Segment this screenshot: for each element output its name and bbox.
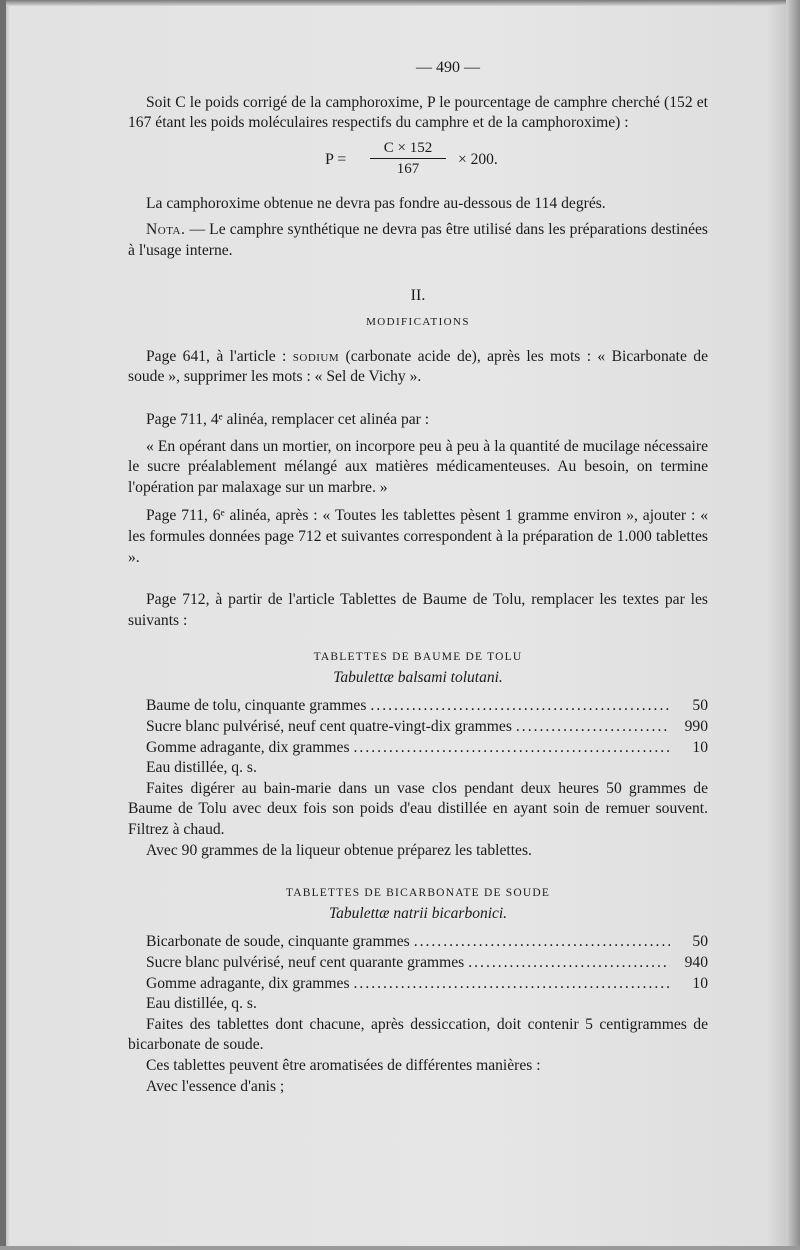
formula-denominator: 167 (396, 160, 420, 177)
ingredient-row (128, 717, 708, 738)
recipe-bicarb-aroma: Ces tablettes peuvent être aromatisées de différentes manières : (146, 1056, 541, 1074)
nota-label: Nota. (146, 221, 186, 239)
ingredient-value: 50 (692, 933, 708, 951)
ingredient-label: Bicarbonate de soude, cinquante grammes (146, 933, 410, 951)
nota-paragraph (128, 220, 708, 261)
ingredient-row (128, 974, 708, 995)
recipe-bicarb-water: Eau distillée, q. s. (146, 995, 257, 1013)
modification-page-711-b: Page 711, 6ᵉ alinéa, après : « Toutes les tablettes pèsent 1 gramme environ », ajouter : « les formules données page 712 et suivantes correspondent à la préparation de 1.000 tablettes ». (128, 507, 708, 566)
quote-page-711: « En opérant dans un mortier, on incorpore peu à peu à la quantité de mucilage nécessaire le sucre préalablement mélangé aux matières médicamenteuses. Au besoin, on termine l'opération par malaxage sur un marbre. » (128, 437, 708, 496)
recipe-bicarb-instructions: Faites des tablettes dont chacune, après dessiccation, doit contenir 5 centigrammes de bicarbonate de soude. (128, 1015, 708, 1054)
page-content (128, 58, 708, 1097)
page-number: — 490 — (416, 59, 480, 76)
recipe-bicarb-title: TABLETTES DE BICARBONATE DE SOUDE (285, 887, 551, 900)
recipe-bicarb-latin: Tabulettæ natrii bicarbonici. (328, 904, 508, 922)
ingredient-label: Sucre blanc pulvérisé, neuf cent quarante grammes (146, 954, 465, 971)
formula-rhs: × 200. (458, 150, 498, 168)
mod641-keyword: sodium (292, 347, 340, 365)
recipe-tolu-final: Avec 90 grammes de la liqueur obtenue préparez les tablettes. (146, 841, 532, 859)
camphor-formula (128, 138, 708, 186)
recipe-tolu-instructions: Faites digérer au bain-marie dans un vase clos pendant deux heures 50 grammes de Baume de Tolu avec deux fois son poids d'eau distillée en ayant soin de remuer souvent. Filtrez à chaud. (128, 779, 708, 839)
modification-page-711-a: Page 711, 4ᵉ alinéa, remplacer cet alinéa par : (146, 410, 430, 428)
ingredient-label: Gomme adragante, dix grammes (146, 974, 350, 992)
ingredient-row (128, 953, 708, 974)
leader-dots (468, 953, 670, 974)
formula-lhs: P = (325, 150, 347, 168)
formula-fraction (370, 138, 446, 179)
page-right-edge (786, 0, 800, 1250)
ingredient-value: 10 (692, 738, 708, 756)
page-top-edge (0, 0, 800, 6)
leader-dots (354, 738, 670, 759)
ingredient-value: 990 (684, 718, 708, 736)
leader-dots (354, 974, 670, 995)
ingredient-value: 50 (692, 697, 708, 715)
section-label: MODIFICATIONS (366, 316, 470, 329)
ingredient-label: Baume de tolu, cinquante grammes (146, 697, 367, 715)
ingredient-row (128, 696, 708, 717)
nota-text: — Le camphre synthétique ne devra pas être utilisé dans les préparations destinées à l'usage interne. (128, 221, 708, 259)
mod641-after: (carbonate acide de), après les mots : « Bicarbonate de soude », supprimer les mots : « Sel de Vichy ». (128, 347, 708, 386)
modification-page-712: Page 712, à partir de l'article Tablettes de Baume de Tolu, remplacer les textes par les suivants : (128, 591, 708, 629)
camphoroxime-note: La camphoroxime obtenue ne devra pas fondre au-dessous de 114 degrés. (146, 194, 606, 212)
recipe-tolu-title: TABLETTES DE BAUME DE TOLU (313, 651, 523, 664)
ingredient-value: 10 (692, 974, 708, 992)
ingredient-value: 940 (684, 954, 708, 971)
page-left-edge (0, 0, 6, 1250)
modification-page-641 (128, 347, 708, 388)
page-bottom-edge (0, 1246, 800, 1250)
recipe-tolu-latin: Tabulettæ balsami tolutani. (333, 668, 503, 686)
ingredient-row (128, 932, 708, 953)
mod641-before: Page 641, à l'article : (146, 347, 293, 365)
formula-numerator: C × 152 (370, 138, 446, 159)
leader-dots (414, 932, 670, 953)
recipe-bicarb-anise: Avec l'essence d'anis ; (146, 1077, 285, 1095)
intro-paragraph: Soit C le poids corrigé de la camphoroxime, P le pourcentage de camphre cherché (152 et 167 étant les poids moléculaires respectifs du camphre et de la camphoroxime) : (128, 93, 708, 132)
ingredient-label: Sucre blanc pulvérisé, neuf cent quatre-vingt-dix grammes (146, 718, 512, 736)
ingredient-label: Gomme adragante, dix grammes (146, 738, 350, 756)
section-number: II. (410, 286, 426, 304)
leader-dots (370, 696, 670, 717)
leader-dots (516, 717, 670, 738)
recipe-tolu-water: Eau distillée, q. s. (146, 759, 257, 777)
ingredient-row (128, 738, 708, 759)
